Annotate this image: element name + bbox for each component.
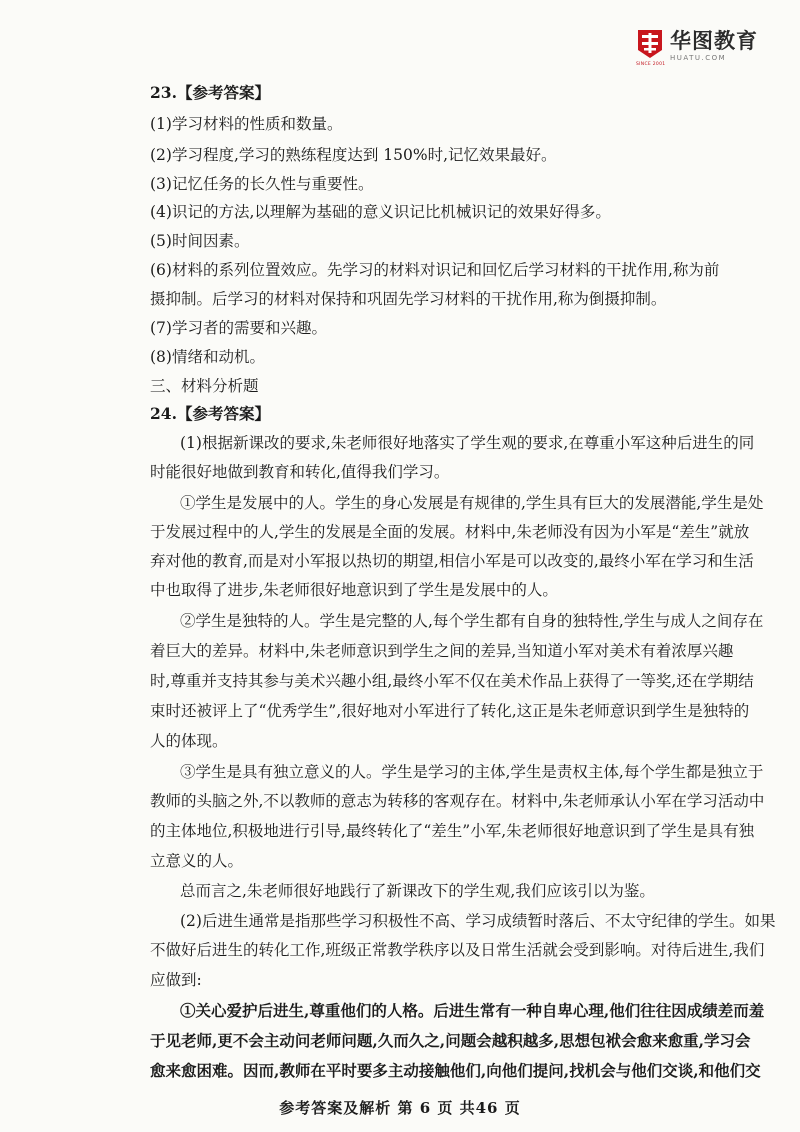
- section-three-title: 三、材料分析题: [150, 377, 259, 395]
- huatu-logo: [636, 28, 786, 68]
- section-23-item: (7)学习者的需要和兴趣。: [150, 319, 327, 337]
- section-24-heading: 24.【参考答案】: [150, 404, 270, 423]
- section-24-line: 不做好后进生的转化工作,班级正常教学秩序以及日常生活就会受到影响。对待后进生,我们: [150, 941, 765, 959]
- section-24-line: ②学生是独特的人。学生是完整的人,每个学生都有自身的独特性,学生与成人之间存在: [180, 612, 764, 630]
- section-24-line: 愈来愈困难。因而,教师在平时要多主动接触他们,向他们提问,找机会与他们交谈,和他们交: [150, 1061, 761, 1080]
- section-23-item: 摄抑制。后学习的材料对保持和巩固先学习材料的干扰作用,称为倒摄抑制。: [150, 290, 667, 308]
- section-23-item: (2)学习程度,学习的熟练程度达到 150%时,记忆效果最好。: [150, 146, 557, 164]
- logo-since: SINCE 2001: [636, 62, 666, 67]
- section-23-item: (3)记忆任务的长久性与重要性。: [150, 175, 374, 193]
- section-24-line: 于发展过程中的人,学生的发展是全面的发展。材料中,朱老师没有因为小军是“差生”就放: [150, 523, 750, 541]
- section-24-line: 时,尊重并支持其参与美术兴趣小组,最终小军不仅在美术作品上获得了一等奖,还在学期结: [150, 672, 754, 690]
- section-24-line: 应做到:: [150, 971, 202, 989]
- section-24-line: 的主体地位,积极地进行引导,最终转化了“差生”小军,朱老师很好地意识到了学生是具有独: [150, 822, 755, 840]
- section-23-item: (5)时间因素。: [150, 232, 250, 250]
- section-24-line: 总而言之,朱老师很好地践行了新课改下的学生观,我们应该引以为鉴。: [180, 882, 655, 900]
- section-24-line: 于见老师,更不会主动问老师问题,久而久之,问题会越积越多,思想包袱会愈来愈重,学习会: [150, 1031, 751, 1050]
- section-24-line: 束时还被评上了“优秀学生”,很好地对小军进行了转化,这正是朱老师意识到学生是独特的: [150, 702, 750, 720]
- section-23-item: (8)情绪和动机。: [150, 348, 265, 366]
- section-23-item: (6)材料的系列位置效应。先学习的材料对识记和回忆后学习材料的干扰作用,称为前: [150, 261, 720, 279]
- section-24-line: 时能很好地做到教育和转化,值得我们学习。: [150, 463, 450, 481]
- section-24-line: ①关心爱护后进生,尊重他们的人格。后进生常有一种自卑心理,他们往往因成绩差而羞: [180, 1001, 765, 1020]
- section-24-line: 立意义的人。: [150, 852, 244, 870]
- section-24-line: 着巨大的差异。材料中,朱老师意识到学生之间的差异,当知道小军对美术有着浓厚兴趣: [150, 642, 734, 660]
- section-24-line: (1)根据新课改的要求,朱老师很好地落实了学生观的要求,在尊重小军这种后进生的同: [180, 434, 755, 452]
- section-24-line: 中也取得了进步,朱老师很好地意识到了学生是发展中的人。: [150, 581, 558, 599]
- section-23-item: (1)学习材料的性质和数量。: [150, 115, 343, 133]
- section-24-line: ①学生是发展中的人。学生的身心发展是有规律的,学生具有巨大的发展潜能,学生是处: [180, 494, 764, 512]
- section-24-line: 教师的头脑之外,不以教师的意志为转移的客观存在。材料中,朱老师承认小军在学习活动中: [150, 792, 765, 810]
- logo-url: HUATU.COM: [670, 54, 727, 62]
- section-24-line: 弃对他的教育,而是对小军报以热切的期望,相信小军是可以改变的,最终小军在学习和生活: [150, 552, 754, 570]
- section-23-item: (4)识记的方法,以理解为基础的意义识记比机械识记的效果好得多。: [150, 203, 611, 221]
- section-24-line: (2)后进生通常是指那些学习积极性不高、学习成绩暂时落后、不太守纪律的学生。如果: [180, 912, 776, 930]
- section-24-line: ③学生是具有独立意义的人。学生是学习的主体,学生是责权主体,每个学生都是独立于: [180, 763, 764, 781]
- section-24-line: 人的体现。: [150, 732, 228, 750]
- page-footer: 参考答案及解析 第 6 页 共46 页: [279, 1099, 521, 1117]
- section-23-heading: 23.【参考答案】: [150, 83, 270, 102]
- logo-name: 华图教育: [670, 29, 758, 53]
- huatu-logo-icon: [636, 28, 664, 60]
